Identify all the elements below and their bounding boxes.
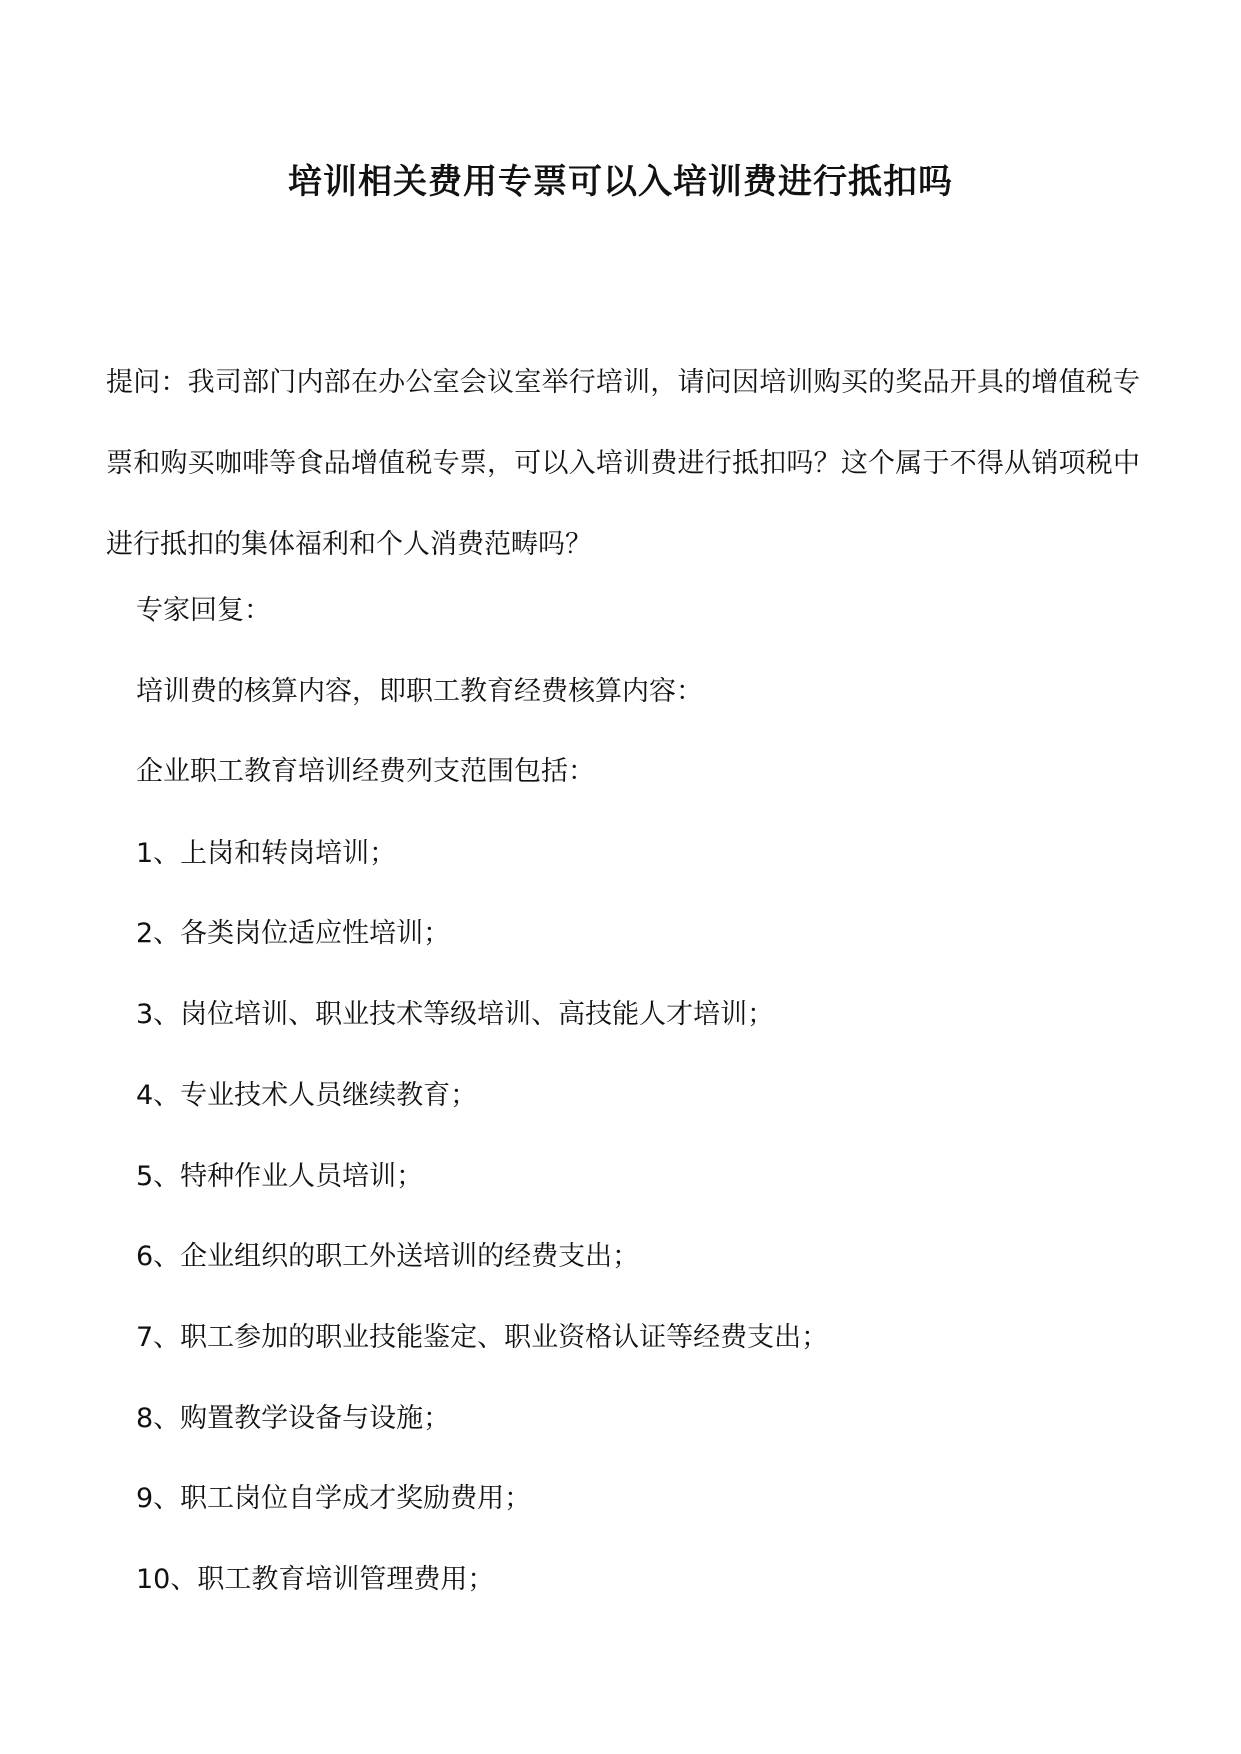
question-paragraph: 提问：我司部门内部在办公室会议室举行培训，请问因培训购买的奖品开具的增值税专票和购买咖啡等食品增值税专票，可以入培训费进行抵扣吗？这个属于不得从销项税中进行抵扣的集体福利和个人消费范畴吗？ (106, 367, 1140, 560)
list-item: 3、岗位培训、职业技术等级培训、高技能人才培训； (136, 999, 775, 1030)
list-item: 5、特种作业人员培训； (136, 1161, 424, 1192)
list-item: 9、职工岗位自学成才奖励费用； (136, 1483, 532, 1514)
list-item: 7、职工参加的职业技能鉴定、职业资格认证等经费支出； (136, 1322, 829, 1353)
list-item: 1、上岗和转岗培训； (136, 838, 397, 869)
scope-intro: 企业职工教育培训经费列支范围包括： (136, 756, 595, 787)
list-item: 8、购置教学设备与设施； (136, 1403, 451, 1434)
list-item: 4、专业技术人员继续教育； (136, 1080, 478, 1111)
document-title: 培训相关费用专票可以入培训费进行抵扣吗 (288, 162, 953, 202)
list-item: 2、各类岗位适应性培训； (136, 918, 451, 949)
expert-reply-label: 专家回复： (136, 595, 271, 626)
content-intro: 培训费的核算内容，即职工教育经费核算内容： (136, 676, 703, 707)
list-item: 6、企业组织的职工外送培训的经费支出； (136, 1241, 640, 1272)
list-item: 10、职工教育培训管理费用； (136, 1564, 495, 1595)
